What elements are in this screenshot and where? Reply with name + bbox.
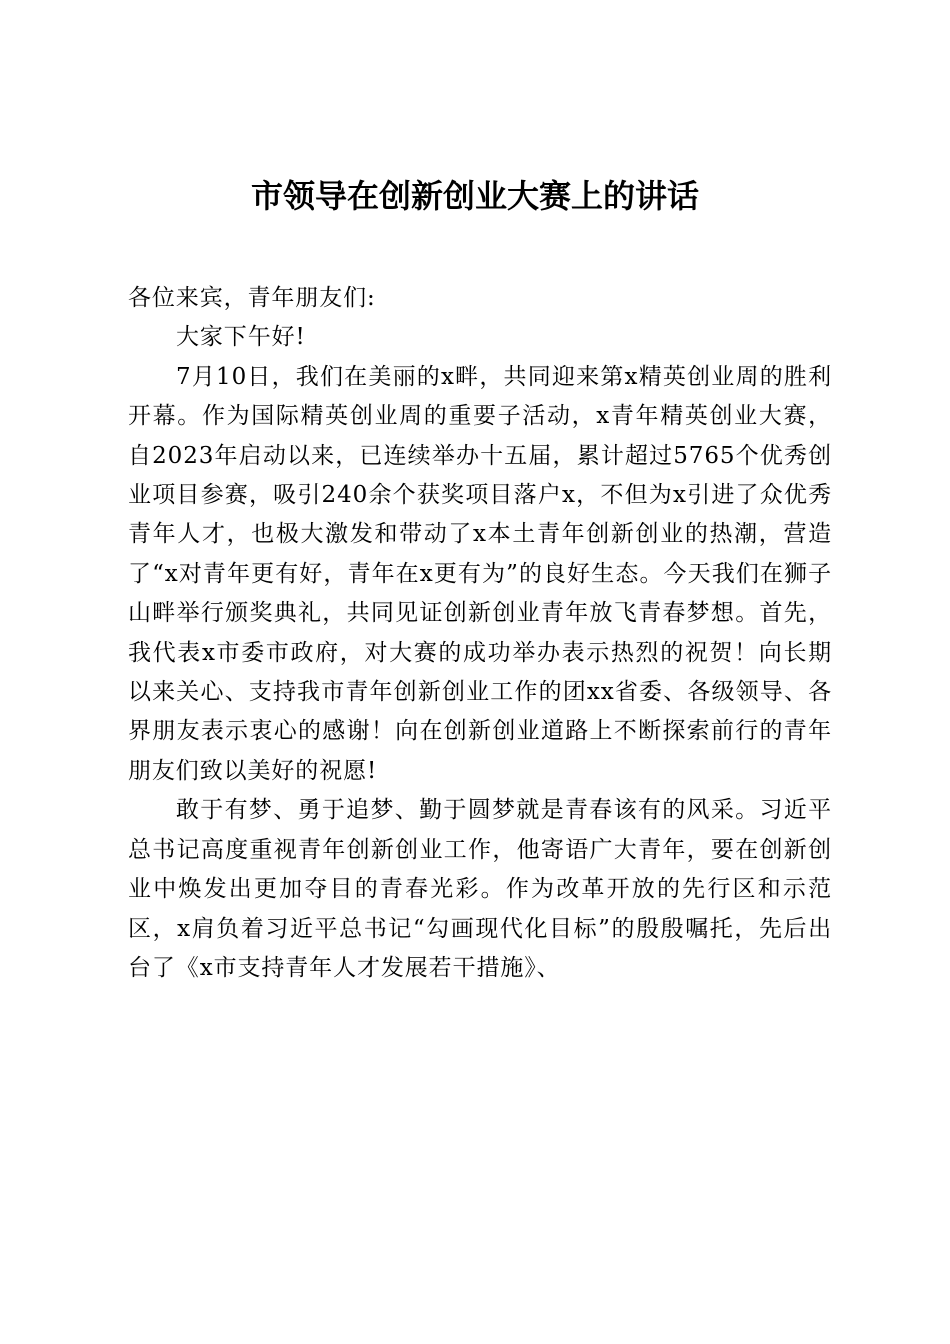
salutation: 各位来宾，青年朋友们:: [128, 285, 376, 311]
document-title: 市领导在创新创业大赛上的讲话: [250, 177, 699, 215]
paragraph-1: 7月10日，我们在美丽的x畔，共同迎来第x精英创业周的胜利开幕。作为国际精英创业周的重要子活动，x青年精英创业大赛，自2023年启动以来，已连续举办十五届，累计超过5765个优秀创业项目参赛，吸引240余个获奖项目落户x，不但为x引进了众优秀青年人才，也极大激发和带动了x本土青年创新创业的热潮，营造了“x对青年更有好，青年在x更有为”的良好生态。今天我们在狮子山畔举行颁奖典礼，共同见证创新创业青年放飞青春梦想。首先，我代表x市委市政府，对大赛的成功举办表示热烈的祝贺！向长期以来关心、支持我市青年创新创业工作的团xx省委、各级领导、各界朋友表示衷心的感谢！向在创新创业道路上不断探索前行的青年朋友们致以美好的祝愿!: [128, 363, 832, 784]
paragraph-2: 敢于有梦、勇于追梦、勤于圆梦就是青春该有的风采。习近平总书记高度重视青年创新创业工作，他寄语广大青年，要在创新创业中焕发出更加夺目的青春光彩。作为改革开放的先行区和示范区，x肩负着习近平总书记“勾画现代化目标”的殷殷嘱托，先后出台了《x市支持青年人才发展若干措施》、: [128, 797, 832, 981]
document-body: [128, 279, 832, 988]
greeting: 大家下午好!: [176, 324, 306, 351]
